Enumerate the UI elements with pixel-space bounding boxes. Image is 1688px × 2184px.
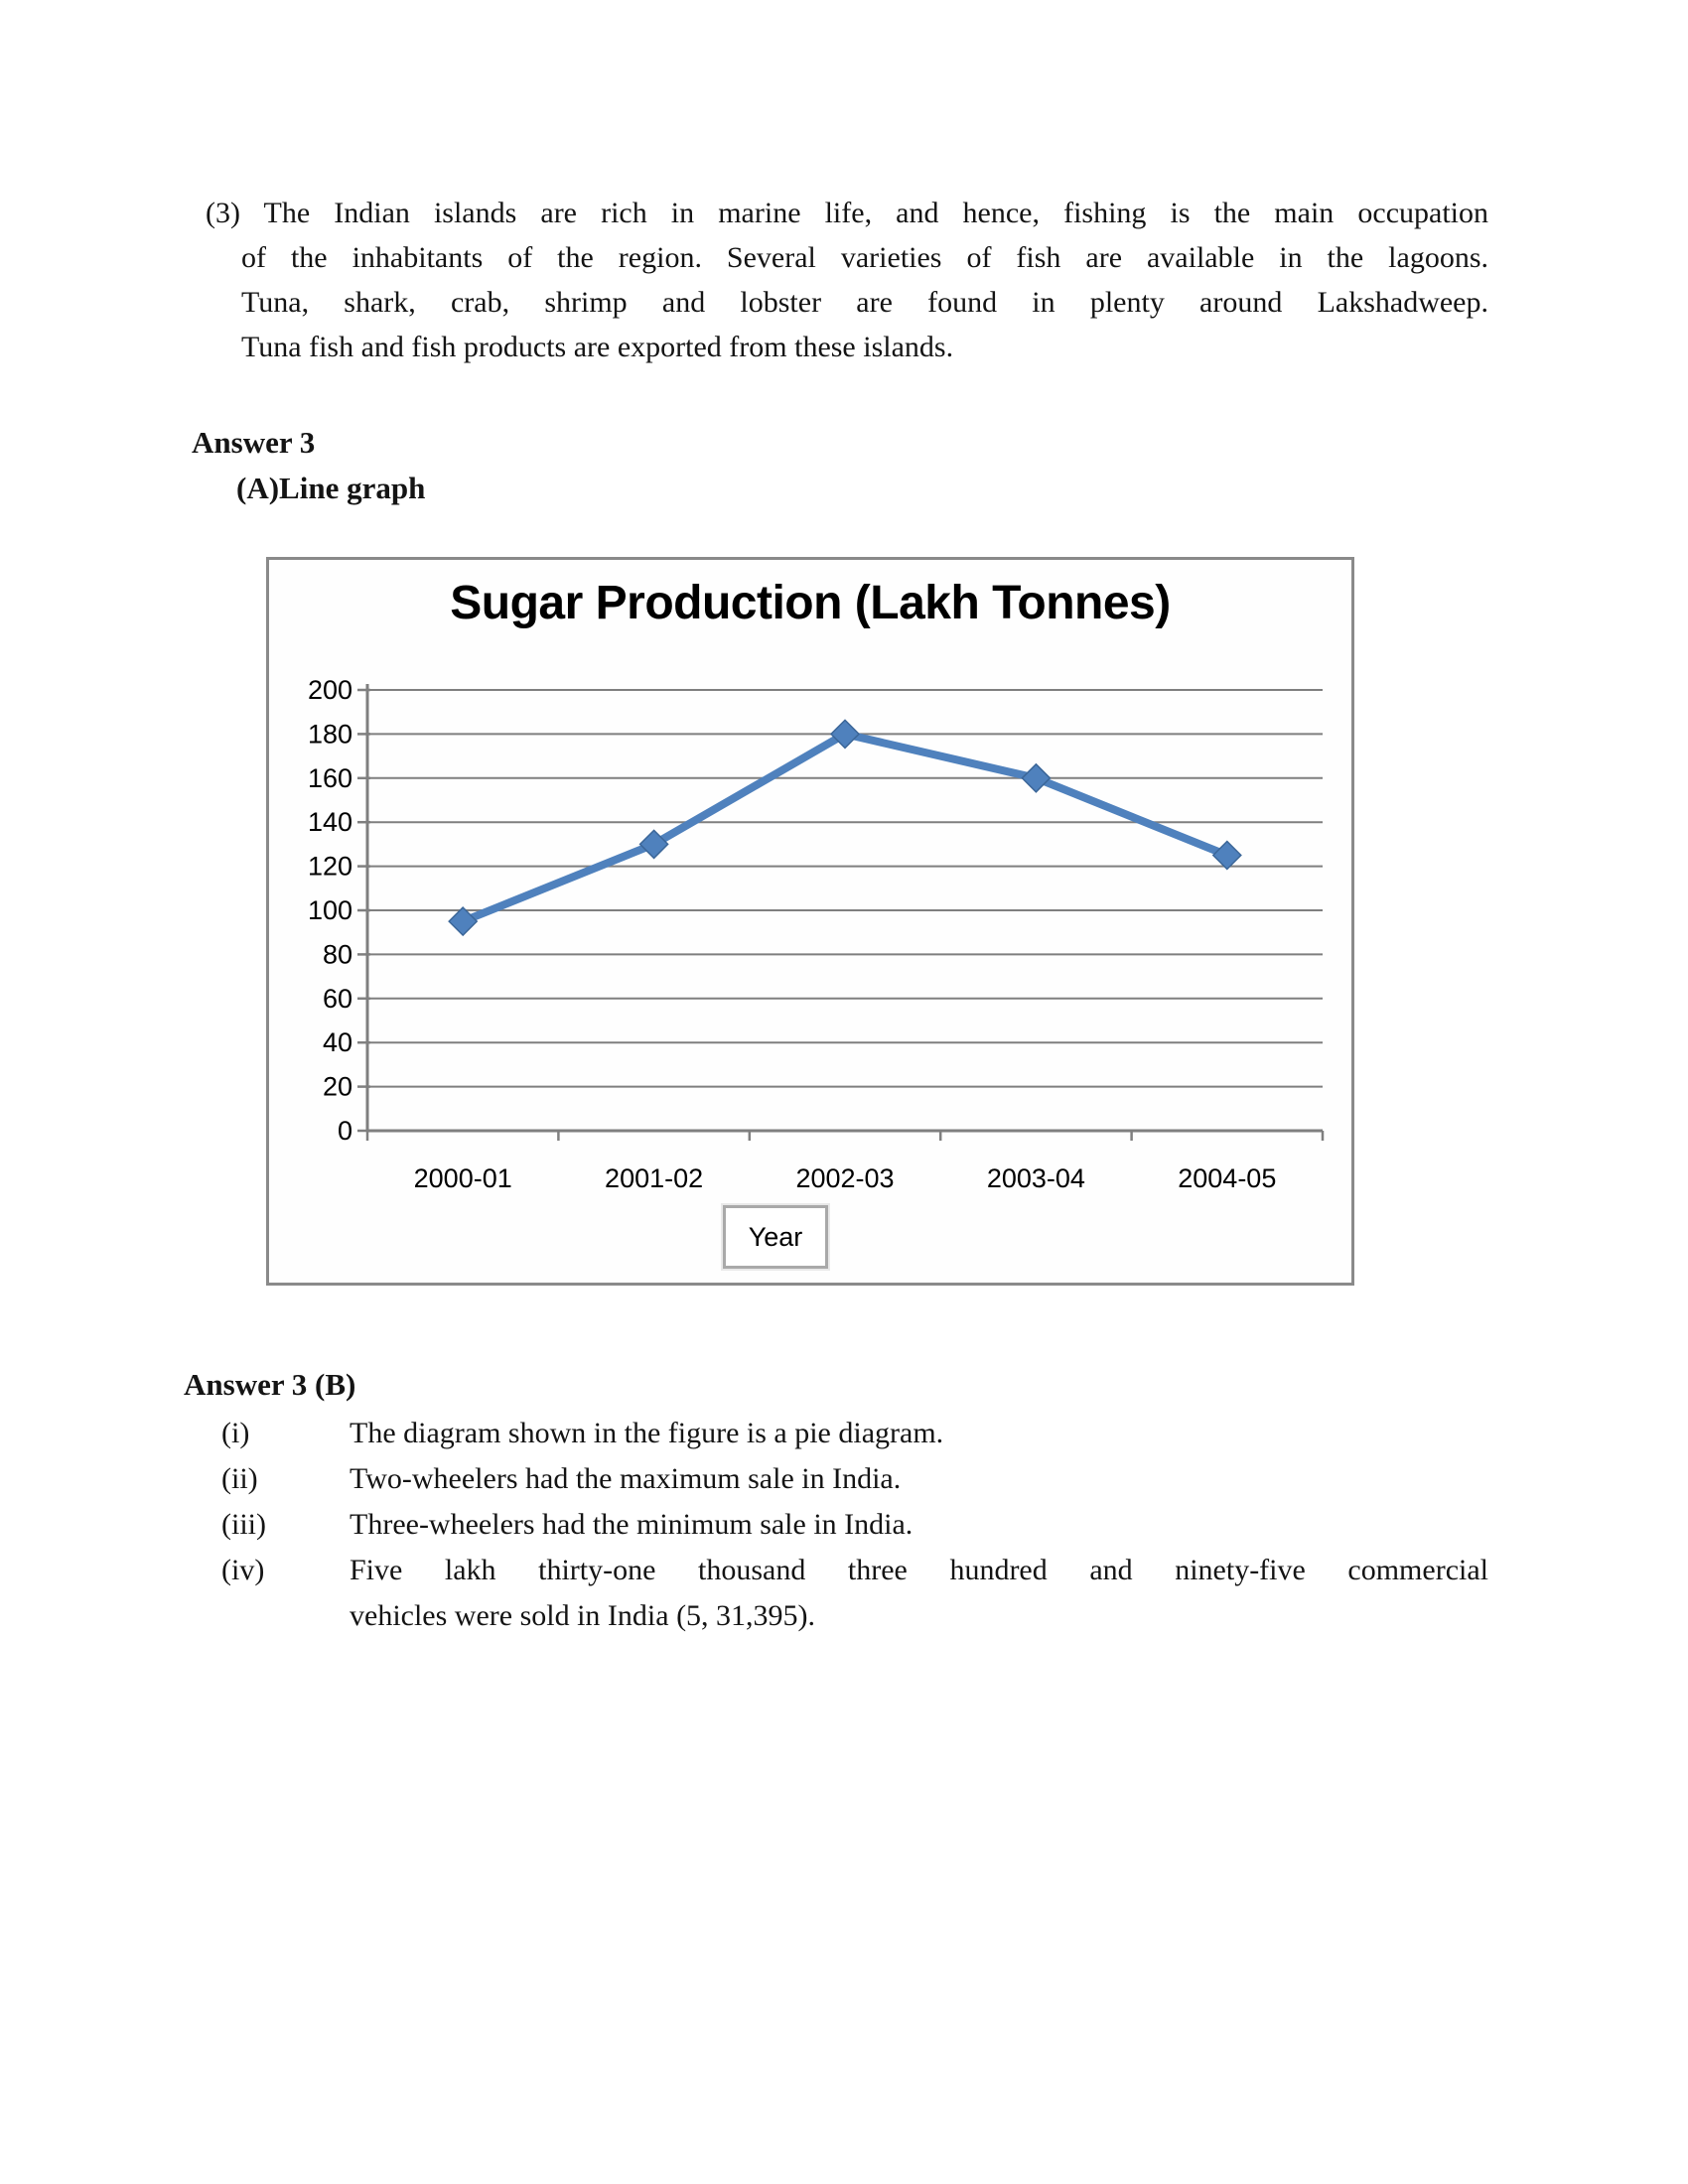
list-item-numeral: (ii) <box>221 1462 258 1495</box>
list-item-text: The diagram shown in the figure is a pie diagram. <box>350 1417 944 1449</box>
chart-legend-year-box: Year <box>723 1205 828 1269</box>
svg-text:2003-04: 2003-04 <box>986 1163 1085 1193</box>
svg-text:160: 160 <box>307 762 352 793</box>
answer-3b-heading: Answer 3 (B) <box>184 1367 356 1402</box>
axis-ticks <box>357 690 1323 1141</box>
svg-text:2001-02: 2001-02 <box>605 1163 704 1193</box>
y-axis-labels <box>308 675 352 1146</box>
answer-3-heading: Answer 3 <box>192 425 316 460</box>
svg-text:100: 100 <box>307 895 352 925</box>
svg-text:20: 20 <box>322 1071 352 1102</box>
x-axis-labels <box>414 1163 1277 1193</box>
svg-text:80: 80 <box>322 939 352 970</box>
svg-text:180: 180 <box>307 719 352 750</box>
list-item-numeral: (i) <box>221 1417 250 1449</box>
list-item <box>221 1502 1488 1548</box>
paragraph-3-line-3: Tuna, shark, crab, shrimp and lobster are found in plenty around Lakshadweep. <box>241 286 1488 319</box>
answer-3b-list <box>221 1411 1488 1639</box>
list-item-numeral: (iv) <box>221 1554 265 1586</box>
list-item <box>221 1456 1488 1502</box>
axes <box>367 684 1323 1131</box>
list-item-text: Three-wheelers had the minimum sale in India. <box>350 1508 914 1541</box>
list-item-text <box>350 1548 1488 1639</box>
list-item-text-line-1: Five lakh thirty-one thousand three hundred and ninety-five commercial <box>350 1554 1488 1586</box>
list-item-text: Two-wheelers had the maximum sale in India. <box>350 1462 902 1495</box>
sugar-production-chart <box>266 557 1354 1286</box>
paragraph-3-line-2: of the inhabitants of the region. Several varieties of fish are available in the lagoons. <box>241 241 1488 274</box>
svg-text:120: 120 <box>307 851 352 882</box>
line-chart-plot-area <box>269 560 1351 1283</box>
gridlines <box>367 690 1323 1087</box>
svg-text:60: 60 <box>322 983 352 1014</box>
paragraph-3-line-4: Tuna fish and fish products are exported from these islands. <box>241 331 954 363</box>
answer-3a-subheading: (A)Line graph <box>236 471 426 505</box>
svg-text:40: 40 <box>322 1027 352 1058</box>
data-series <box>449 720 1241 935</box>
paragraph-3-line-1: (3) The Indian islands are rich in marine life, and hence, fishing is the main occupation <box>206 197 1488 229</box>
chart-title: Sugar Production (Lakh Tonnes) <box>450 577 1171 629</box>
data-point-marker <box>449 907 477 935</box>
svg-text:200: 200 <box>307 675 352 705</box>
data-point-marker <box>1022 764 1050 792</box>
svg-text:2004-05: 2004-05 <box>1178 1163 1277 1193</box>
series-line <box>463 734 1227 921</box>
list-item-numeral: (iii) <box>221 1508 266 1541</box>
list-item <box>221 1411 1488 1456</box>
list-item <box>221 1548 1488 1639</box>
paragraph-3 <box>206 191 1488 369</box>
list-item-text-line-2: vehicles were sold in India (5, 31,395). <box>350 1599 816 1632</box>
svg-text:140: 140 <box>307 807 352 838</box>
svg-text:2000-01: 2000-01 <box>413 1163 512 1193</box>
svg-text:0: 0 <box>337 1116 352 1146</box>
data-point-marker <box>1213 842 1241 870</box>
svg-text:2002-03: 2002-03 <box>795 1163 895 1193</box>
